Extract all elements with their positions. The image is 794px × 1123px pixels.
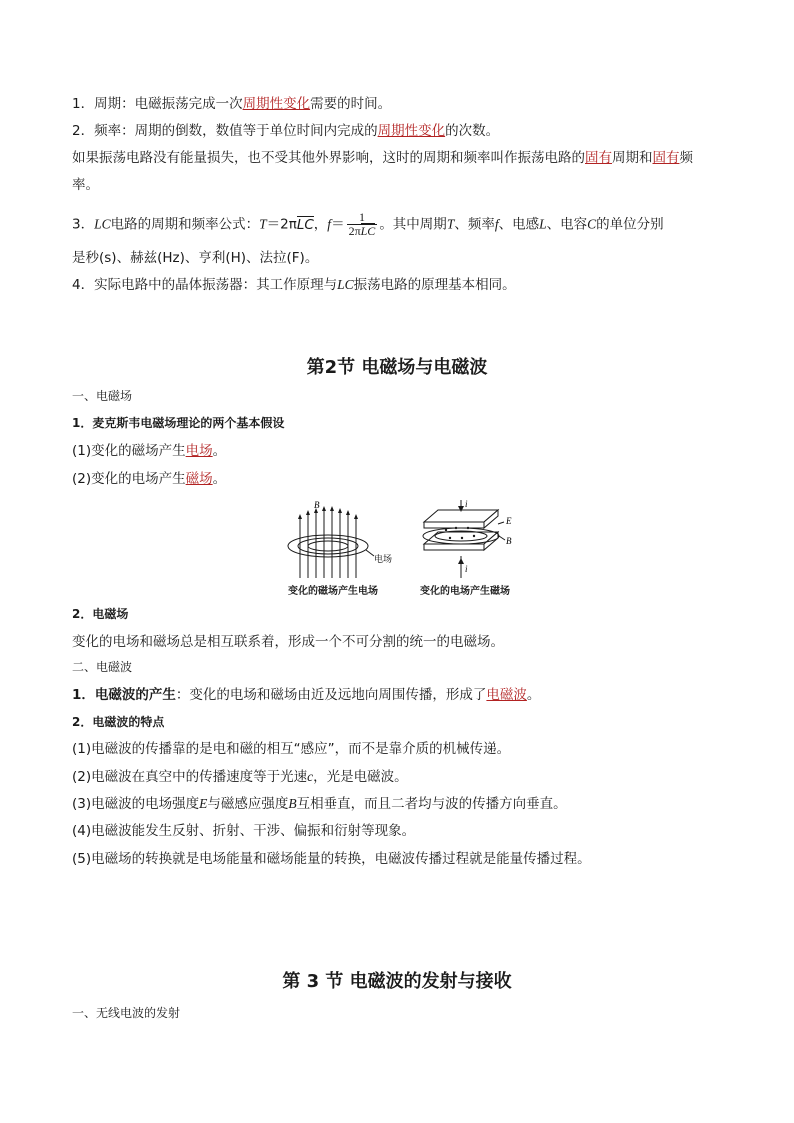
keyword-natural-1: 固有 <box>585 150 612 166</box>
feature-2: (2)电磁波在真空中的传播速度等于光速c，光是电磁波。 <box>72 769 408 785</box>
label-B2: B <box>506 536 512 546</box>
section-2-title: 第2节 电磁场与电磁波 <box>306 357 488 378</box>
hypothesis-2: (2)变化的电场产生磁场。 <box>72 471 227 487</box>
feature-5: (5)电磁场的转换就是电场能量和磁场能量的转换，电磁波传播过程就是能量传播过程。 <box>72 851 591 867</box>
label-B: B <box>314 500 320 510</box>
magnetic-field-diagram <box>278 500 398 580</box>
feature-1: (1)电磁波的传播靠的是电和磁的相互“感应”，而不是靠介质的机械传递。 <box>72 741 511 757</box>
feature-4: (4)电磁波能发生反射、折射、干涉、偏振和衍射等现象。 <box>72 823 416 839</box>
heading-maxwell: 1．麦克斯韦电磁场理论的两个基本假设 <box>72 416 285 430</box>
label-E: E <box>506 516 512 526</box>
lc-formula-line: 3．LC电路的周期和频率公式：T＝2πLC，f＝ $\frac{1}{\text{2πLC}}$ 。其中周期T、频率f、电感L、电容C的单位分别 <box>72 210 664 238</box>
heading-em-field-2: 2．电磁场 <box>72 607 129 621</box>
heading-em-wave-features: 2．电磁波的特点 <box>72 715 165 729</box>
keyword-em-wave: 电磁波 <box>486 687 527 703</box>
sqrt-lc: LC <box>296 216 314 233</box>
caption-electric-to-magnetic: 变化的电场产生磁场 <box>420 586 510 597</box>
capacitor-diagram <box>410 500 520 580</box>
heading-em-wave: 二、电磁波 <box>72 660 133 674</box>
em-wave-generation: 1．电磁波的产生：变化的电场和磁场由近及远地向周围传播，形成了电磁波。 <box>72 687 541 703</box>
keyword-magnetic-field: 磁场 <box>185 471 213 487</box>
label-i-top: i <box>465 500 468 509</box>
crystal-oscillator-line: 4．实际电路中的晶体振荡器：其工作原理与LC振荡电路的原理基本相同。 <box>72 277 516 293</box>
heading-em-field: 一、电磁场 <box>72 389 133 403</box>
figure-electric-to-magnetic <box>410 500 520 598</box>
figure-magnetic-to-electric <box>278 500 398 598</box>
keyword-periodic-change-2: 周期性变化 <box>377 123 446 139</box>
keyword-electric-field: 电场 <box>185 443 213 459</box>
em-field-text: 变化的电场和磁场总是相互联系着，形成一个不可分割的统一的电磁场。 <box>72 634 504 650</box>
label-electric-field: 电场 <box>374 555 393 565</box>
natural-period-text-cont: 率。 <box>72 177 99 193</box>
frequency-fraction: $\frac{1}{\text{2πLC}}$ <box>348 210 376 238</box>
heading-radio-transmission: 一、无线电波的发射 <box>72 1006 181 1020</box>
natural-period-text: 如果振荡电路没有能量损失，也不受其他外界影响，这时的周期和频率叫作振荡电路的固有周期和固有频 <box>72 150 693 166</box>
keyword-periodic-change: 周期性变化 <box>242 96 311 112</box>
hypothesis-1: (1)变化的磁场产生电场。 <box>72 443 227 459</box>
period-definition: 1．周期：电磁振荡完成一次周期性变化需要的时间。 <box>72 96 392 112</box>
label-i-bottom: i <box>465 564 468 574</box>
section-3-title: 第 3 节 电磁波的发射与接收 <box>282 971 512 992</box>
keyword-natural-2: 固有 <box>652 150 680 166</box>
frequency-definition: 2．频率：周期的倒数，数值等于单位时间内完成的周期性变化的次数。 <box>72 123 500 139</box>
units-line: 是秒(s)、赫兹(Hz)、亨利(H)、法拉(F)。 <box>72 250 319 266</box>
caption-magnetic-to-electric: 变化的磁场产生电场 <box>288 586 378 597</box>
feature-3: (3)电磁波的电场强度E与磁感应强度B互相垂直，而且二者均与波的传播方向垂直。 <box>72 796 567 812</box>
